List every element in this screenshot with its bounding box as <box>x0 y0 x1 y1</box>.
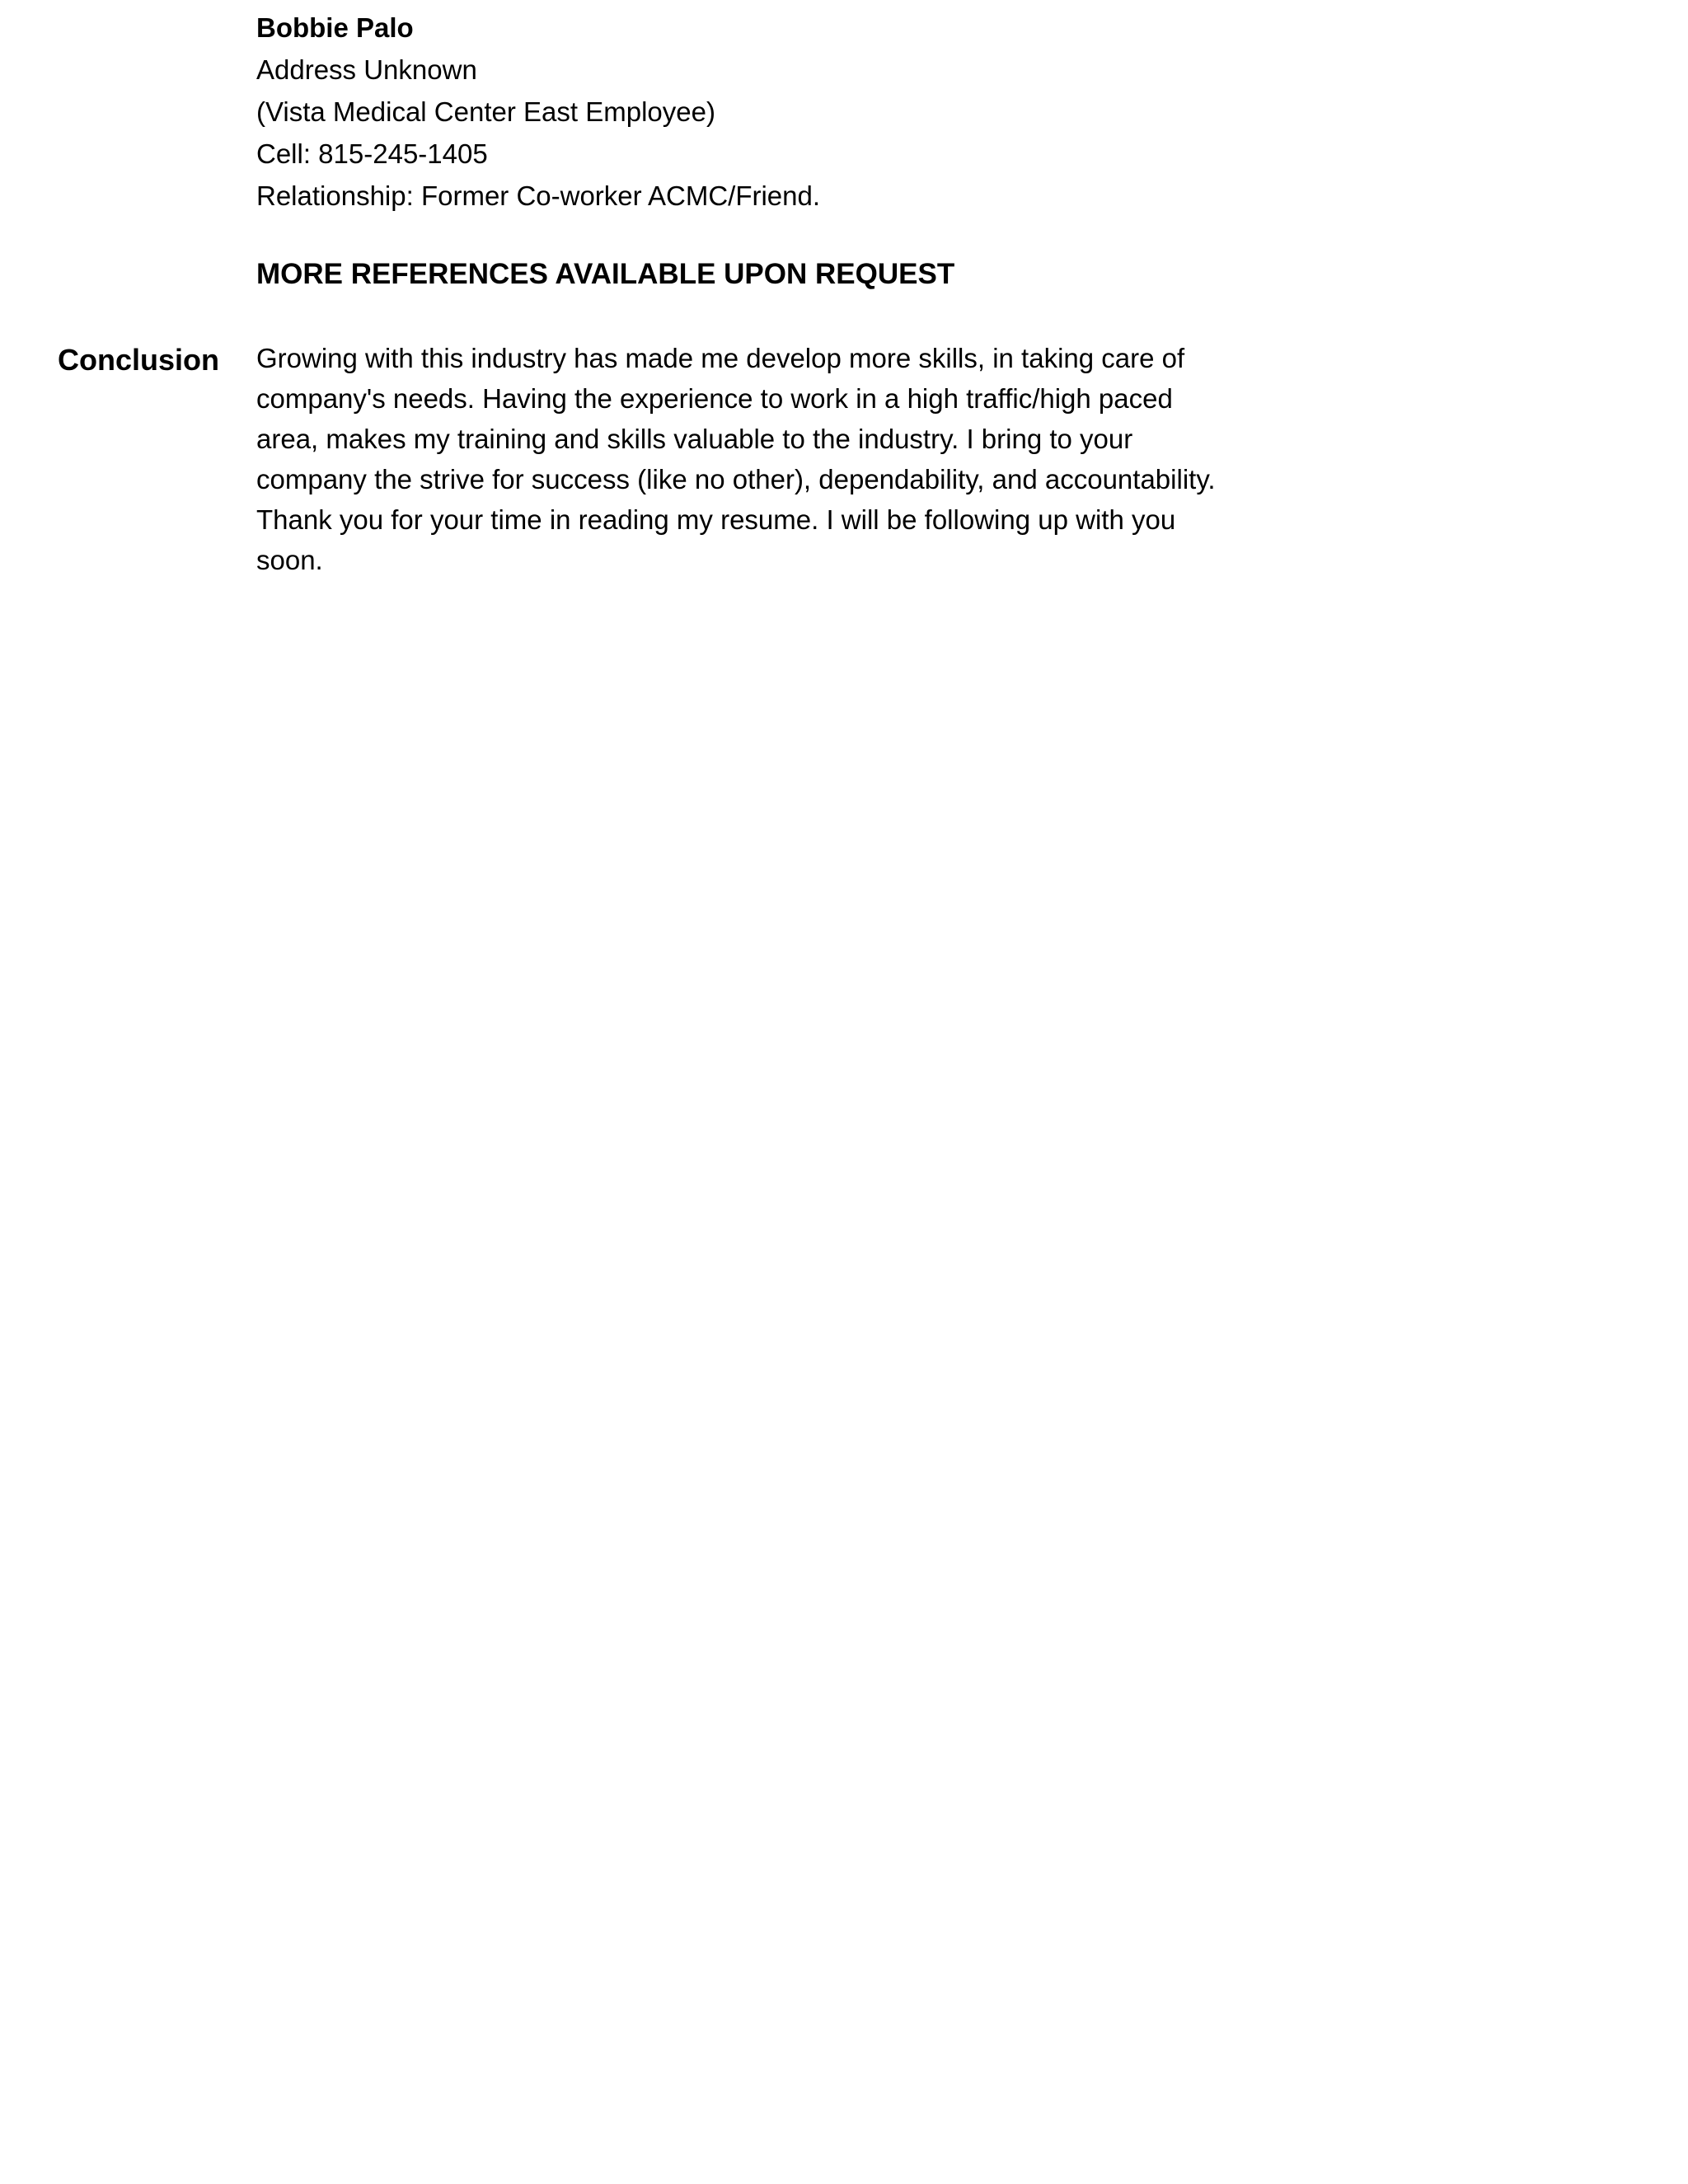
conclusion-paragraph <box>256 338 1278 580</box>
conclusion-heading: Conclusion <box>58 343 219 377</box>
more-references-note: MORE REFERENCES AVAILABLE UPON REQUEST <box>256 258 955 290</box>
reference-entry <box>256 7 1328 217</box>
conclusion-line: company the strive for success (like no other), dependability, and accountability. <box>256 464 1216 494</box>
conclusion-line: Growing with this industry has made me develop more skills, in taking care of <box>256 343 1185 373</box>
reference-relationship: Relationship: Former Co-worker ACMC/Friend. <box>256 180 821 211</box>
reference-name: Bobbie Palo <box>256 12 414 43</box>
reference-employer: (Vista Medical Center East Employee) <box>256 96 715 127</box>
conclusion-line: area, makes my training and skills valuable to the industry. I bring to your <box>256 424 1133 454</box>
reference-address: Address Unknown <box>256 54 477 85</box>
conclusion-line: company's needs. Having the experience to work in a high traffic/high paced <box>256 383 1173 414</box>
conclusion-line: Thank you for your time in reading my resume. I will be following up with you <box>256 504 1176 535</box>
reference-cell: Cell: 815-245-1405 <box>256 138 488 169</box>
conclusion-line: soon. <box>256 545 323 575</box>
